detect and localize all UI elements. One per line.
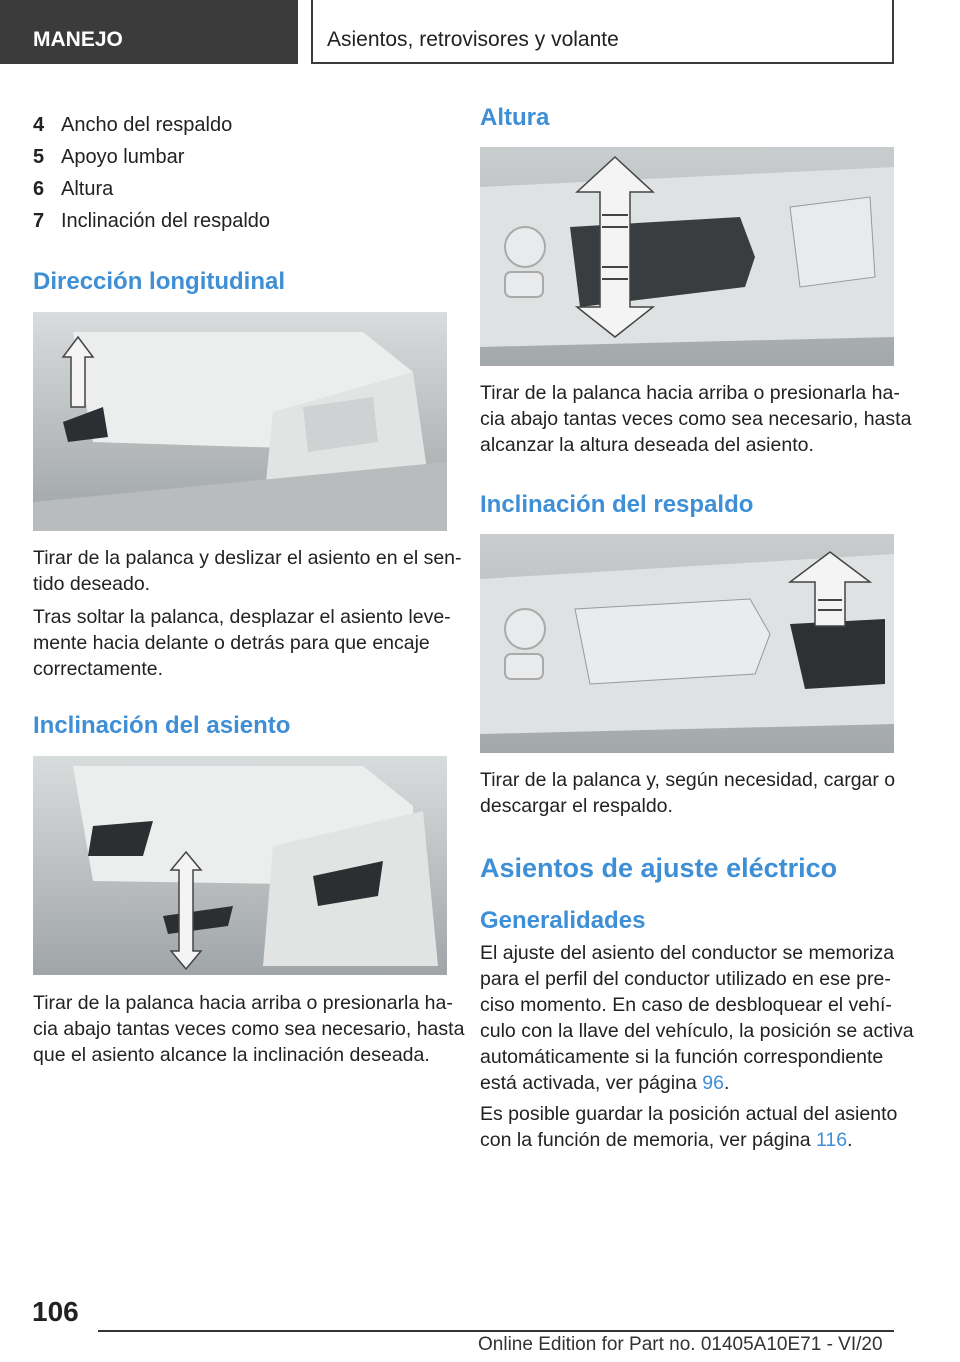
chapter-title: Asientos, retrovisores y volante [327,28,619,51]
paragraph-line: para el perfil del conductor utilizado en ese pre‐ [480,968,891,990]
section-title: MANEJO [33,28,123,51]
paragraph-line: cia abajo tantas veces como sea necesario, hasta [33,1018,465,1040]
page-link-96[interactable]: 96 [702,1072,724,1094]
text-span: está activada, ver página [480,1072,703,1094]
paragraph-line: que el asiento alcance la inclinación deseada. [33,1044,430,1066]
paragraph-line: Es posible guardar la posición actual del asiento [480,1103,898,1125]
list-text: Apoyo lumbar [61,146,185,168]
section-heading-seat-tilt: Inclinación del asiento [33,712,291,739]
section-tab [0,0,298,64]
paragraph-line [480,1127,853,1154]
list-item [33,114,232,137]
seat-tilt-figure [33,756,447,975]
text-span: . [847,1129,853,1151]
paragraph-line: alcanzar la altura deseada del asiento. [480,434,814,456]
paragraph-line: correctamente. [33,658,164,680]
page-link-116[interactable]: 116 [816,1129,848,1151]
list-item [33,178,113,201]
section-heading-height: Altura [480,104,550,131]
seat-longitudinal-figure [33,312,447,531]
paragraph-line: mente hacia delante o detrás para que encaje [33,632,430,654]
paragraph-line: Tras soltar la palanca, desplazar el asiento leve‐ [33,606,451,628]
paragraph-line: cia abajo tantas veces como sea necesario, hasta [480,408,912,430]
chapter-tab [311,0,894,64]
paragraph-line: automáticamente si la función correspondiente [480,1046,884,1068]
paragraph-line [480,1070,729,1097]
list-number: 6 [33,178,45,200]
list-number: 7 [33,210,45,232]
list-item [33,210,270,233]
paragraph-line: El ajuste del asiento del conductor se memoriza [480,942,895,964]
text-span: . [723,1072,730,1094]
paragraph-line: culo con la llave del vehículo, la posición se activa [480,1020,914,1042]
list-number: 4 [33,114,45,136]
section-heading-backrest: Inclinación del respaldo [480,491,754,518]
paragraph-line: tido deseado. [33,573,151,595]
paragraph-line: ciso momento. En caso de desbloquear el vehí‐ [480,994,892,1016]
list-text: Altura [61,178,114,200]
backrest-figure [480,534,894,753]
seat-height-figure [480,147,894,366]
footer-edition: Online Edition for Part no. 01405A10E71 - VI/20 [478,1334,883,1355]
list-text: Ancho del respaldo [61,114,233,136]
list-text: Inclinación del respaldo [61,210,271,232]
paragraph-line: Tirar de la palanca hacia arriba o presionarla ha‐ [480,382,900,404]
text-span: con la función de memoria, ver página [480,1129,817,1151]
paragraph-line: Tirar de la palanca hacia arriba o presionarla ha‐ [33,992,453,1014]
subsection-heading-general: Generalidades [480,907,646,934]
paragraph-line: descargar el respaldo. [480,795,673,817]
section-heading-electric: Asientos de ajuste eléctrico [480,853,838,883]
section-heading-longitudinal: Dirección longitudinal [33,268,286,295]
page-number: 106 [32,1296,79,1327]
list-item [33,146,184,169]
footer-divider [98,1330,894,1332]
list-number: 5 [33,146,45,168]
paragraph-line: Tirar de la palanca y, según necesidad, cargar o [480,769,896,791]
paragraph-line: Tirar de la palanca y deslizar el asiento en el sen‐ [33,547,462,569]
